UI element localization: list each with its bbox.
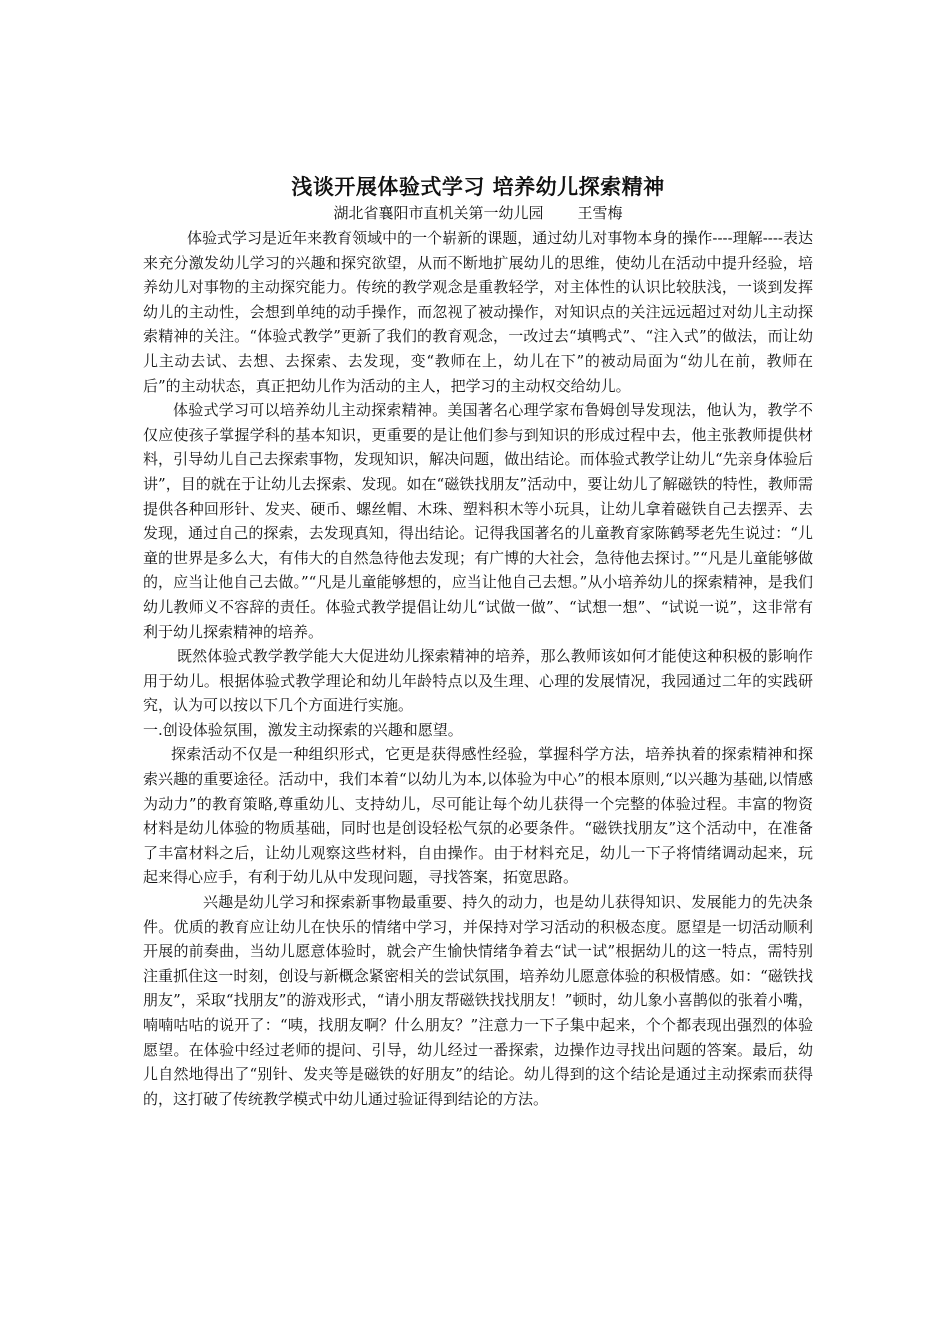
document-title: 浅谈开展体验式学习 培养幼儿探索精神	[291, 175, 665, 199]
paragraph: 既然体验式教学教学能大大促进幼儿探索精神的培养，那么教师该如何才能使这种积极的影响作用于幼儿。根据体验式教学理论和幼儿年龄特点以及生理、心理的发展情况，我园通过二年的实践研究，认为可以按以下几个方面进行实施。	[143, 647, 813, 715]
paragraph: 体验式学习是近年来教育领域中的一个崭新的课题，通过幼儿对事物本身的操作----理解----表达来充分激发幼儿学习的兴趣和探究欲望，从而不断地扩展幼儿的思维，使幼儿在活动中提升经验，培养幼儿对事物的主动探究能力。传统的教学观念是重教轻学，对主体性的认识比较肤浅，一谈到发挥幼儿的主动性，会想到单纯的动手操作，而忽视了被动操作，对知识点的关注远远超过对幼儿主动探索精神的关注。“体验式教学”更新了我们的教育观念，一改过去“填鸭式”、“注入式”的做法，而让幼儿主动去试、去想、去探索、去发现，变“教师在上，幼儿在下”的被动局面为“幼儿在前，教师在后”的主动状态，真正把幼儿作为活动的主人，把学习的主动权交给幼儿。	[143, 229, 813, 395]
paragraph: 兴趣是幼儿学习和探索新事物最重要、持久的动力，也是幼儿获得知识、发展能力的先决条件。优质的教育应让幼儿在快乐的情绪中学习，并保持对学习活动的积极态度。愿望是一切活动顺利开展的前奏曲，当幼儿愿意体验时，就会产生愉快情绪争着去“试一试”根据幼儿的这一特点，需特别注重抓住这一时刻，创设与新概念紧密相关的尝试氛围，培养幼儿愿意体验的积极情感。如：“磁铁找朋友”，采取“找朋友”的游戏形式，“请小朋友帮磁铁找找朋友！”顿时，幼儿象小喜鹊似的张着小嘴，喃喃咕咕的说开了：“咦，找朋友啊？什么朋友？”注意力一下子集中起来，个个都表现出强烈的体验愿望。在体验中经过老师的提问、引导，幼儿经过一番探索，边操作边寻找出问题的答案。最后，幼儿自然地得出了“别针、发夹等是磁铁的好朋友”的结论。幼儿得到的这个结论是通过主动探索而获得的，这打破了传统教学模式中幼儿通过验证得到结论的方法。	[143, 893, 813, 1108]
section-heading: 一.创设体验氛围，激发主动探索的兴趣和愿望。	[143, 720, 463, 739]
author-name: 王雪梅	[577, 204, 623, 222]
document-body	[143, 172, 813, 1111]
paragraph: 探索活动不仅是一种组织形式，它更是获得感性经验，掌握科学方法，培养执着的探索精神和探索兴趣的重要途径。活动中，我们本着“以幼儿为本,以体验为中心”的根本原则,“以兴趣为基础,以情感为动力”的教育策略,尊重幼儿、支持幼儿，尽可能让每个幼儿获得一个完整的体验过程。丰富的物资材料是幼儿体验的物质基础，同时也是创设轻松气氛的必要条件。“磁铁找朋友”这个活动中，在准备了丰富材料之后，让幼儿观察这些材料，自由操作。由于材料充足，幼儿一下子将情绪调动起来，玩起来得心应手，有利于幼儿从中发现问题，寻找答案，拓宽思路。	[143, 745, 813, 887]
author-school: 湖北省襄阳市直机关第一幼儿园	[333, 204, 544, 222]
byline	[143, 202, 813, 224]
paragraph: 体验式学习可以培养幼儿主动探索精神。美国著名心理学家布鲁姆创导发现法，他认为，教学不仅应使孩子掌握学科的基本知识，更重要的是让他们参与到知识的形成过程中去，他主张教师提供材料，引导幼儿自己去探索事物，发现知识，解决问题，做出结论。而体验式教学让幼儿“先亲身体验后讲”，目的就在于让幼儿去探索、发现。如在“磁铁找朋友”活动中，要让幼儿了解磁铁的特性，教师需提供各种回形针、发夹、硬币、螺丝帽、木珠、塑料积木等小玩具，让幼儿拿着磁铁自己去摆弄、去发现，通过自己的探索，去发现真知，得出结论。记得我国著名的儿童教育家陈鹤琴老先生说过：“儿童的世界是多么大，有伟大的自然急待他去发现；有广博的大社会，急待他去探讨。”“凡是儿童能够做的，应当让他自己去做。”“凡是儿童能够想的，应当让他自己去想。”从小培养幼儿的探索精神，是我们幼儿教师义不容辞的责任。体验式教学提倡让幼儿“试做一做”、“试想一想”、“试说一说”，这非常有利于幼儿探索精神的培养。	[143, 401, 813, 641]
